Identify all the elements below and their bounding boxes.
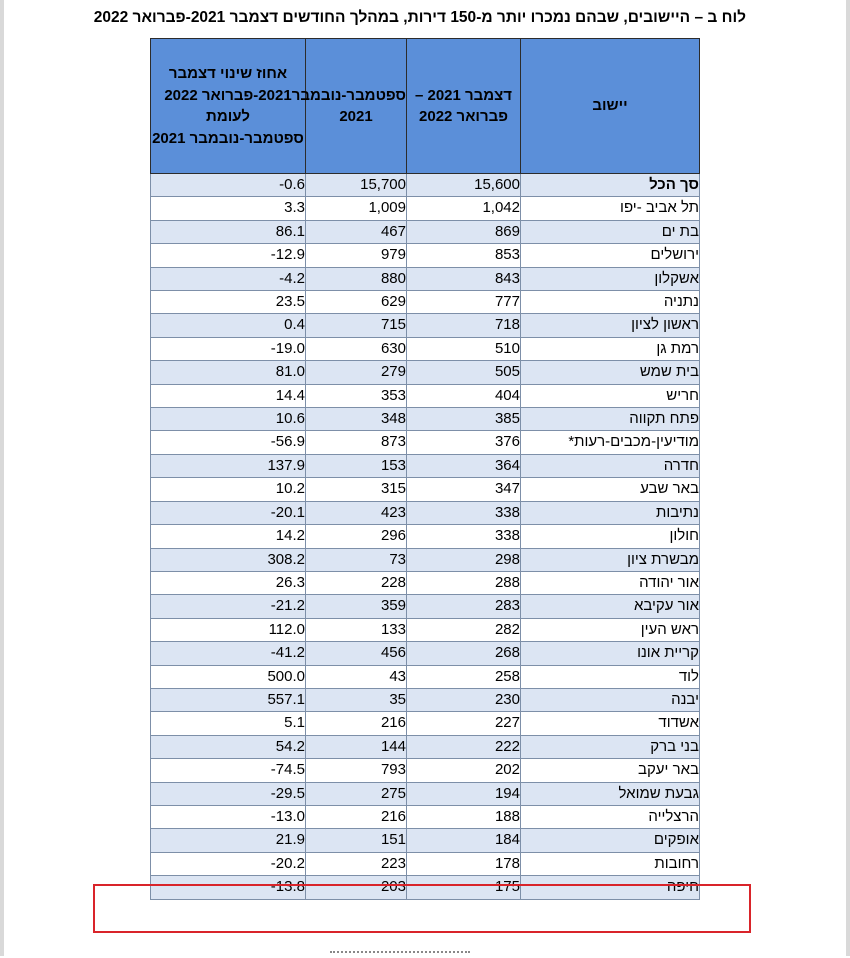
cell-sep-nov: 133 (306, 618, 407, 641)
header-row (151, 39, 700, 174)
cell-sep-nov: 348 (306, 408, 407, 431)
table-row (151, 712, 700, 735)
cell-dec-feb: 385 (407, 408, 521, 431)
cell-sep-nov: 873 (306, 431, 407, 454)
table-row (151, 735, 700, 758)
cell-settlement: רחובות (521, 852, 700, 875)
cell-settlement: חדרה (521, 454, 700, 477)
cell-dec-feb: 227 (407, 712, 521, 735)
cell-dec-feb: 202 (407, 759, 521, 782)
cell-pct-change: 5.1 (151, 712, 306, 735)
cell-settlement: באר יעקב (521, 759, 700, 782)
cell-settlement: חריש (521, 384, 700, 407)
cell-settlement: רמת גן (521, 337, 700, 360)
cell-dec-feb: 347 (407, 478, 521, 501)
cell-pct-change: 0.4 (151, 314, 306, 337)
cell-sep-nov: 151 (306, 829, 407, 852)
table-row (151, 174, 700, 197)
cell-dec-feb: 376 (407, 431, 521, 454)
table-row (151, 478, 700, 501)
cell-settlement: ראשון לציון (521, 314, 700, 337)
cell-dec-feb: 869 (407, 220, 521, 243)
cell-sep-nov: 979 (306, 244, 407, 267)
cell-settlement: בני ברק (521, 735, 700, 758)
page-edge-right (846, 0, 850, 956)
cell-pct-change: -20.2 (151, 852, 306, 875)
cell-dec-feb: 175 (407, 876, 521, 899)
cell-sep-nov: 1,009 (306, 197, 407, 220)
cell-settlement: הרצלייה (521, 805, 700, 828)
table-row (151, 314, 700, 337)
cell-sep-nov: 296 (306, 525, 407, 548)
cell-dec-feb: 188 (407, 805, 521, 828)
cell-dec-feb: 15,600 (407, 174, 521, 197)
cell-settlement: ראש העין (521, 618, 700, 641)
cell-settlement: בת ים (521, 220, 700, 243)
cell-pct-change: 26.3 (151, 571, 306, 594)
table-row (151, 642, 700, 665)
footer-fragment (330, 951, 470, 958)
table-row (151, 759, 700, 782)
table-row (151, 267, 700, 290)
cell-pct-change: 557.1 (151, 688, 306, 711)
cell-sep-nov: 73 (306, 548, 407, 571)
cell-settlement: בית שמש (521, 361, 700, 384)
cell-settlement: מבשרת ציון (521, 548, 700, 571)
cell-dec-feb: 404 (407, 384, 521, 407)
table-row (151, 244, 700, 267)
cell-pct-change: 137.9 (151, 454, 306, 477)
cell-settlement: לוד (521, 665, 700, 688)
cell-sep-nov: 144 (306, 735, 407, 758)
cell-sep-nov: 43 (306, 665, 407, 688)
cell-dec-feb: 258 (407, 665, 521, 688)
cell-settlement: חולון (521, 525, 700, 548)
table-row (151, 197, 700, 220)
cell-settlement: תל אביב -יפו (521, 197, 700, 220)
table-row (151, 595, 700, 618)
table-row (151, 337, 700, 360)
cell-sep-nov: 15,700 (306, 174, 407, 197)
cell-dec-feb: 230 (407, 688, 521, 711)
cell-pct-change: -74.5 (151, 759, 306, 782)
cell-pct-change: -0.6 (151, 174, 306, 197)
cell-dec-feb: 283 (407, 595, 521, 618)
cell-pct-change: -13.0 (151, 805, 306, 828)
cell-sep-nov: 793 (306, 759, 407, 782)
cell-dec-feb: 288 (407, 571, 521, 594)
cell-settlement: נתיבות (521, 501, 700, 524)
cell-settlement: אשדוד (521, 712, 700, 735)
cell-pct-change: -21.2 (151, 595, 306, 618)
cell-dec-feb: 718 (407, 314, 521, 337)
data-table (150, 38, 700, 900)
cell-sep-nov: 315 (306, 478, 407, 501)
header-sep-nov: ספטמבר-נובמבר 2021 (306, 39, 407, 174)
cell-pct-change: -12.9 (151, 244, 306, 267)
cell-sep-nov: 630 (306, 337, 407, 360)
cell-pct-change: -29.5 (151, 782, 306, 805)
cell-sep-nov: 279 (306, 361, 407, 384)
cell-settlement: אור יהודה (521, 571, 700, 594)
cell-sep-nov: 467 (306, 220, 407, 243)
table-row (151, 408, 700, 431)
cell-settlement: אשקלון (521, 267, 700, 290)
cell-dec-feb: 298 (407, 548, 521, 571)
table-row (151, 501, 700, 524)
header-dec-feb: דצמבר 2021 – פברואר 2022 (407, 39, 521, 174)
cell-dec-feb: 1,042 (407, 197, 521, 220)
cell-sep-nov: 359 (306, 595, 407, 618)
cell-sep-nov: 423 (306, 501, 407, 524)
table-row (151, 782, 700, 805)
cell-pct-change: 10.6 (151, 408, 306, 431)
cell-pct-change: -13.8 (151, 876, 306, 899)
cell-settlement: פתח תקווה (521, 408, 700, 431)
cell-pct-change: -41.2 (151, 642, 306, 665)
table-row (151, 852, 700, 875)
table-title: לוח ב – היישובים, שבהם נמכרו יותר מ-150 דירות, במהלך החודשים דצמבר 2021-פברואר 2022 (93, 9, 746, 26)
cell-sep-nov: 353 (306, 384, 407, 407)
cell-pct-change: 14.2 (151, 525, 306, 548)
cell-pct-change: 23.5 (151, 291, 306, 314)
table-row (151, 384, 700, 407)
cell-pct-change: 3.3 (151, 197, 306, 220)
cell-sep-nov: 880 (306, 267, 407, 290)
table-row (151, 805, 700, 828)
cell-dec-feb: 268 (407, 642, 521, 665)
cell-pct-change: -20.1 (151, 501, 306, 524)
cell-pct-change: 86.1 (151, 220, 306, 243)
cell-pct-change: 112.0 (151, 618, 306, 641)
cell-dec-feb: 222 (407, 735, 521, 758)
cell-dec-feb: 178 (407, 852, 521, 875)
cell-settlement: גבעת שמואל (521, 782, 700, 805)
cell-settlement: נתניה (521, 291, 700, 314)
cell-sep-nov: 153 (306, 454, 407, 477)
cell-sep-nov: 203 (306, 876, 407, 899)
cell-sep-nov: 629 (306, 291, 407, 314)
cell-pct-change: 81.0 (151, 361, 306, 384)
table-row (151, 665, 700, 688)
cell-dec-feb: 853 (407, 244, 521, 267)
cell-settlement: אור עקיבא (521, 595, 700, 618)
cell-dec-feb: 843 (407, 267, 521, 290)
table-row (151, 291, 700, 314)
cell-sep-nov: 456 (306, 642, 407, 665)
table-row (151, 618, 700, 641)
cell-dec-feb: 184 (407, 829, 521, 852)
cell-settlement: מודיעין-מכבים-רעות* (521, 431, 700, 454)
header-settlement: יישוב (521, 39, 700, 174)
cell-sep-nov: 216 (306, 712, 407, 735)
cell-pct-change: -19.0 (151, 337, 306, 360)
cell-settlement: חיפה (521, 876, 700, 899)
cell-settlement: ירושלים (521, 244, 700, 267)
table-row (151, 361, 700, 384)
cell-settlement: סך הכל (521, 174, 700, 197)
table-row (151, 876, 700, 899)
cell-pct-change: 10.2 (151, 478, 306, 501)
cell-dec-feb: 338 (407, 501, 521, 524)
table-row (151, 525, 700, 548)
cell-sep-nov: 275 (306, 782, 407, 805)
cell-dec-feb: 338 (407, 525, 521, 548)
table-row (151, 571, 700, 594)
cell-pct-change: 500.0 (151, 665, 306, 688)
cell-pct-change: -4.2 (151, 267, 306, 290)
cell-dec-feb: 510 (407, 337, 521, 360)
cell-pct-change: 21.9 (151, 829, 306, 852)
table-row (151, 431, 700, 454)
cell-pct-change: 14.4 (151, 384, 306, 407)
table-row (151, 454, 700, 477)
table-row (151, 829, 700, 852)
cell-sep-nov: 715 (306, 314, 407, 337)
cell-dec-feb: 777 (407, 291, 521, 314)
cell-dec-feb: 364 (407, 454, 521, 477)
cell-settlement: באר שבע (521, 478, 700, 501)
table-row (151, 688, 700, 711)
cell-sep-nov: 228 (306, 571, 407, 594)
cell-dec-feb: 282 (407, 618, 521, 641)
cell-pct-change: -56.9 (151, 431, 306, 454)
page-edge-left (0, 0, 4, 956)
cell-sep-nov: 216 (306, 805, 407, 828)
cell-dec-feb: 505 (407, 361, 521, 384)
cell-settlement: קריית אונו (521, 642, 700, 665)
cell-dec-feb: 194 (407, 782, 521, 805)
table-row (151, 548, 700, 571)
cell-settlement: יבנה (521, 688, 700, 711)
cell-pct-change: 54.2 (151, 735, 306, 758)
cell-sep-nov: 35 (306, 688, 407, 711)
table-body (151, 174, 700, 900)
cell-sep-nov: 223 (306, 852, 407, 875)
cell-pct-change: 308.2 (151, 548, 306, 571)
table-row (151, 220, 700, 243)
cell-settlement: אופקים (521, 829, 700, 852)
header-pct-change: אחוז שינוי דצמבר 2021-פברואר 2022 לעומת ספטמבר-נובמבר 2021 (151, 39, 306, 174)
